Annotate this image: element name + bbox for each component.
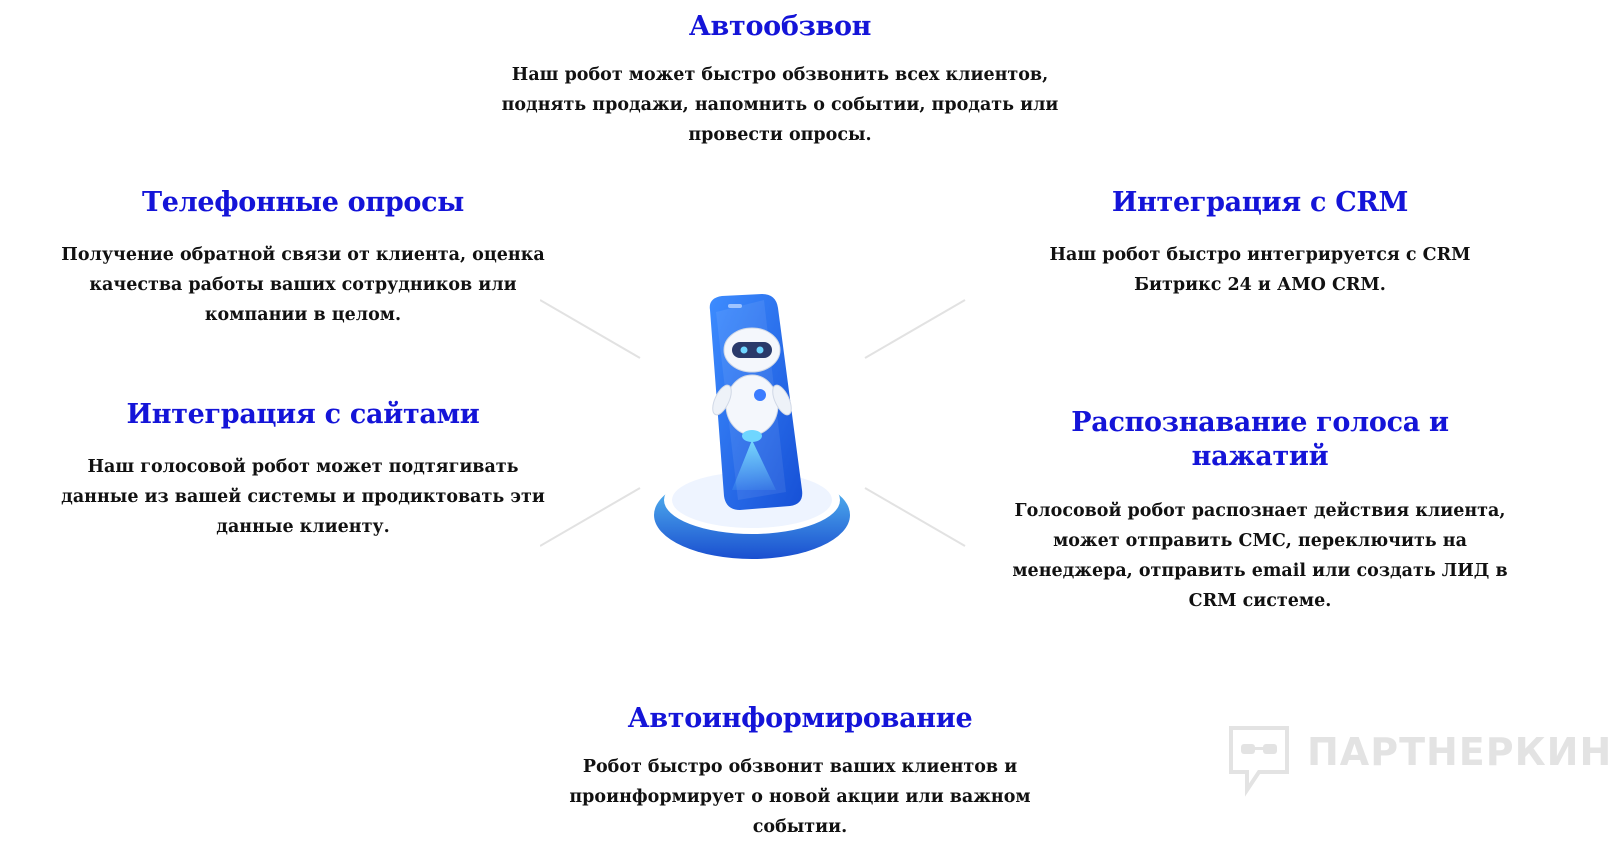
autodial-title: Автообзвон <box>688 11 872 42</box>
site-integration-line: данные клиенту. <box>216 517 390 537</box>
site-integration-description <box>48 452 558 542</box>
site-integration-line: Наш голосовой робот может подтягивать <box>87 457 519 477</box>
autoinform-line: Робот быстро обзвонит ваших клиентов и <box>582 757 1018 777</box>
autoinform-line: событии. <box>752 817 848 837</box>
autodial-line: поднять продажи, напомнить о событии, продать или <box>501 95 1059 115</box>
phone-surveys-line: качества работы ваших сотрудников или <box>89 275 517 295</box>
phone-surveys-section <box>48 186 558 330</box>
crm-integration-section <box>1020 186 1500 300</box>
autodial-line: провести опросы. <box>688 125 872 145</box>
recognition-title: Распознавание голоса и нажатий <box>1071 407 1449 472</box>
recognition-section <box>1000 406 1520 616</box>
site-integration-title: Интеграция с сайтами <box>126 399 480 430</box>
recognition-line: менеджера, отправить email или создать ЛИД в <box>1012 561 1508 581</box>
autodial-section <box>470 10 1090 150</box>
autodial-line: Наш робот может быстро обзвонить всех клиентов, <box>511 65 1049 85</box>
site-integration-line: данные из вашей системы и продиктовать эти <box>61 487 545 507</box>
crm-integration-line: Битрикс 24 и АМО CRM. <box>1134 275 1386 295</box>
phone-surveys-line: компании в целом. <box>204 305 402 325</box>
site-integration-section <box>48 398 558 542</box>
recognition-description <box>1000 496 1520 616</box>
recognition-line: CRM системе. <box>1188 591 1332 611</box>
recognition-line: Голосовой робот распознает действия клиента, <box>1014 501 1506 521</box>
autoinform-title: Автоинформирование <box>627 703 973 734</box>
autoinform-description <box>520 752 1080 842</box>
phone-surveys-line: Получение обратной связи от клиента, оценка <box>61 245 545 265</box>
crm-integration-line: Наш робот быстро интегрируется с CRM <box>1049 245 1471 265</box>
chat-glasses-icon <box>1225 720 1295 800</box>
watermark <box>1225 720 1613 810</box>
robot-phone-illustration <box>540 200 970 660</box>
phone-surveys-description <box>48 240 558 330</box>
autoinform-line: проинформирует о новой акции или важном <box>569 787 1031 807</box>
recognition-line: может отправить СМС, переключить на <box>1053 531 1467 551</box>
watermark-text: ПАРТНЕРКИН <box>1307 730 1613 774</box>
autodial-description <box>470 60 1090 150</box>
phone-surveys-title: Телефонные опросы <box>141 187 465 218</box>
crm-integration-title: Интеграция с CRM <box>1111 187 1409 218</box>
autoinform-section <box>520 702 1080 842</box>
crm-integration-description <box>1020 240 1500 300</box>
